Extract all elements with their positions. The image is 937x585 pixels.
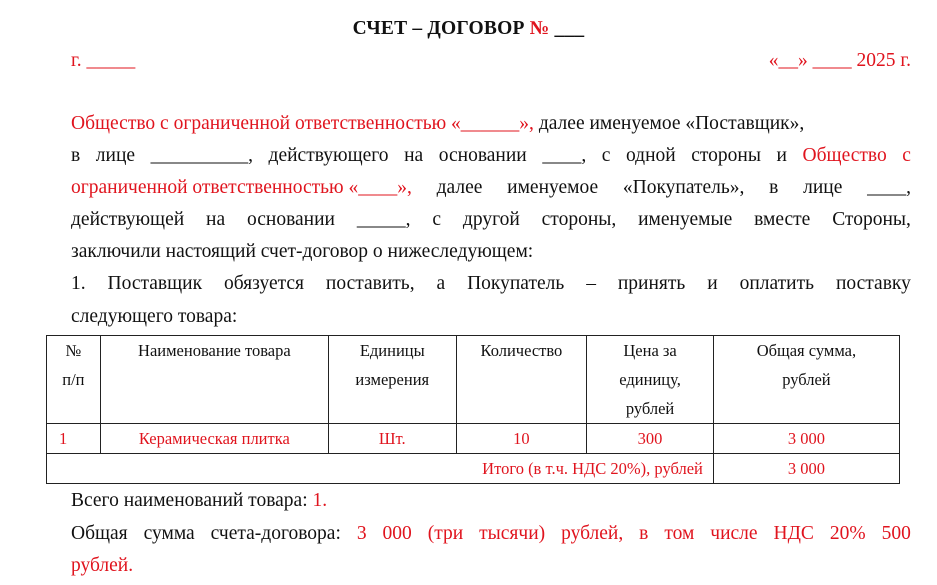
- clause-1-line-2: следующего товара:: [71, 306, 238, 327]
- word: основании: [438, 145, 527, 166]
- cell-qty: 10: [456, 424, 587, 454]
- word: лице: [95, 145, 136, 166]
- word: в: [639, 523, 649, 544]
- word: –: [586, 273, 596, 294]
- word: и: [707, 273, 718, 294]
- header-num-line-2: п/п: [62, 370, 85, 389]
- table-total-row: [47, 454, 900, 484]
- buyer-company: ограниченной ответственностью «____»,: [71, 177, 412, 198]
- cell-price: 300: [587, 424, 714, 454]
- items-count-label: Всего наименований товара:: [71, 490, 308, 511]
- word: Общая: [71, 523, 128, 544]
- header-name: [100, 336, 328, 424]
- word: оплатить: [739, 273, 815, 294]
- word: с: [902, 145, 911, 166]
- header-sum: [713, 336, 899, 424]
- word: стороны,: [541, 209, 617, 230]
- document-title: [0, 18, 937, 40]
- word: в: [769, 177, 779, 198]
- word: 1.: [71, 273, 86, 294]
- word: с: [432, 209, 442, 230]
- word: НДС: [773, 523, 814, 544]
- word: а: [436, 273, 446, 294]
- word: тысячи): [479, 523, 546, 544]
- total-value: 3 000: [713, 454, 899, 484]
- number-blank: ___: [554, 18, 585, 39]
- preamble-line-4: [71, 209, 911, 231]
- word: Общество: [802, 145, 887, 166]
- word: другой: [462, 209, 520, 230]
- word: вместе: [754, 209, 811, 230]
- header-qty-line-1: Количество: [480, 341, 563, 360]
- preamble-line-5: заключили настоящий счет-договор о нижеследующем:: [71, 241, 534, 262]
- word: 000: [382, 523, 412, 544]
- supplier-designation: далее именуемое «Поставщик»,: [533, 113, 805, 134]
- header-unit-line-2: измерения: [355, 370, 430, 389]
- word: _____,: [356, 209, 411, 230]
- word: далее: [436, 177, 483, 198]
- word: именуемое: [507, 177, 599, 198]
- header-qty: [456, 336, 587, 424]
- preamble-line-3: [71, 177, 911, 199]
- supplier-company: Общество с ограниченной ответственностью «______»,: [71, 113, 534, 134]
- preamble-line-2: [71, 145, 911, 167]
- title-text: СЧЕТ – ДОГОВОР: [352, 18, 525, 39]
- word: стороны: [691, 145, 761, 166]
- word: обязуется: [224, 273, 304, 294]
- header-unit: [328, 336, 456, 424]
- word: на: [404, 145, 424, 166]
- items-count-line: [71, 490, 911, 512]
- word: 20%: [829, 523, 866, 544]
- city-field: г. _____: [71, 50, 136, 71]
- date-field: «__» ____ 2025 г.: [768, 50, 911, 71]
- header-price: [587, 336, 714, 424]
- cell-name: Керамическая плитка: [100, 424, 328, 454]
- word: действующей: [71, 209, 185, 230]
- cell-num: 1: [47, 424, 101, 454]
- total-sum-line: [71, 523, 911, 545]
- word: и: [776, 145, 787, 166]
- header-unit-line-1: Единицы: [359, 341, 425, 360]
- table-header-row: [47, 336, 900, 424]
- header-name-line-1: Наименование товара: [138, 341, 291, 360]
- word: ____,: [867, 177, 911, 198]
- word: __________,: [150, 145, 253, 166]
- word: счета-договора:: [210, 523, 341, 544]
- items-count-value: 1.: [312, 490, 328, 511]
- word: Поставщик: [107, 273, 203, 294]
- word: 3: [356, 523, 367, 544]
- word: в: [71, 145, 81, 166]
- word: на: [206, 209, 226, 230]
- word: поставить,: [325, 273, 415, 294]
- total-label: Итого (в т.ч. НДС 20%), рублей: [47, 454, 714, 484]
- word: (три: [427, 523, 464, 544]
- header-sum-line-1: Общая сумма,: [756, 341, 857, 360]
- word: «Покупатель»,: [622, 177, 745, 198]
- table-row: [47, 424, 900, 454]
- header-num: [47, 336, 101, 424]
- word: сумма: [143, 523, 195, 544]
- header-num-line-1: №: [65, 341, 82, 360]
- clause-1-line-1: [71, 273, 911, 295]
- word: ____,: [542, 145, 587, 166]
- header-price-line-2: единицу,: [619, 370, 681, 389]
- word: действующего: [268, 145, 389, 166]
- cell-sum: 3 000: [713, 424, 899, 454]
- goods-table: [46, 335, 900, 484]
- number-sign: №: [529, 18, 550, 39]
- word: Покупатель: [467, 273, 565, 294]
- word: именуемые: [638, 209, 733, 230]
- preamble-line-1: [71, 113, 911, 135]
- word: Стороны,: [832, 209, 911, 230]
- word: поставку: [835, 273, 911, 294]
- header-price-line-3: рублей: [625, 399, 675, 418]
- word: том: [664, 523, 695, 544]
- header-price-line-1: Цена за: [623, 341, 677, 360]
- word: одной: [625, 145, 676, 166]
- word: числе: [710, 523, 758, 544]
- word: лице: [803, 177, 843, 198]
- cell-unit: Шт.: [328, 424, 456, 454]
- word: 500: [881, 523, 911, 544]
- total-sum-line-cont: рублей.: [71, 555, 134, 576]
- word: рублей,: [561, 523, 624, 544]
- word: принять: [617, 273, 686, 294]
- word: с: [601, 145, 611, 166]
- header-sum-line-2: рублей: [782, 370, 831, 389]
- word: основании: [247, 209, 335, 230]
